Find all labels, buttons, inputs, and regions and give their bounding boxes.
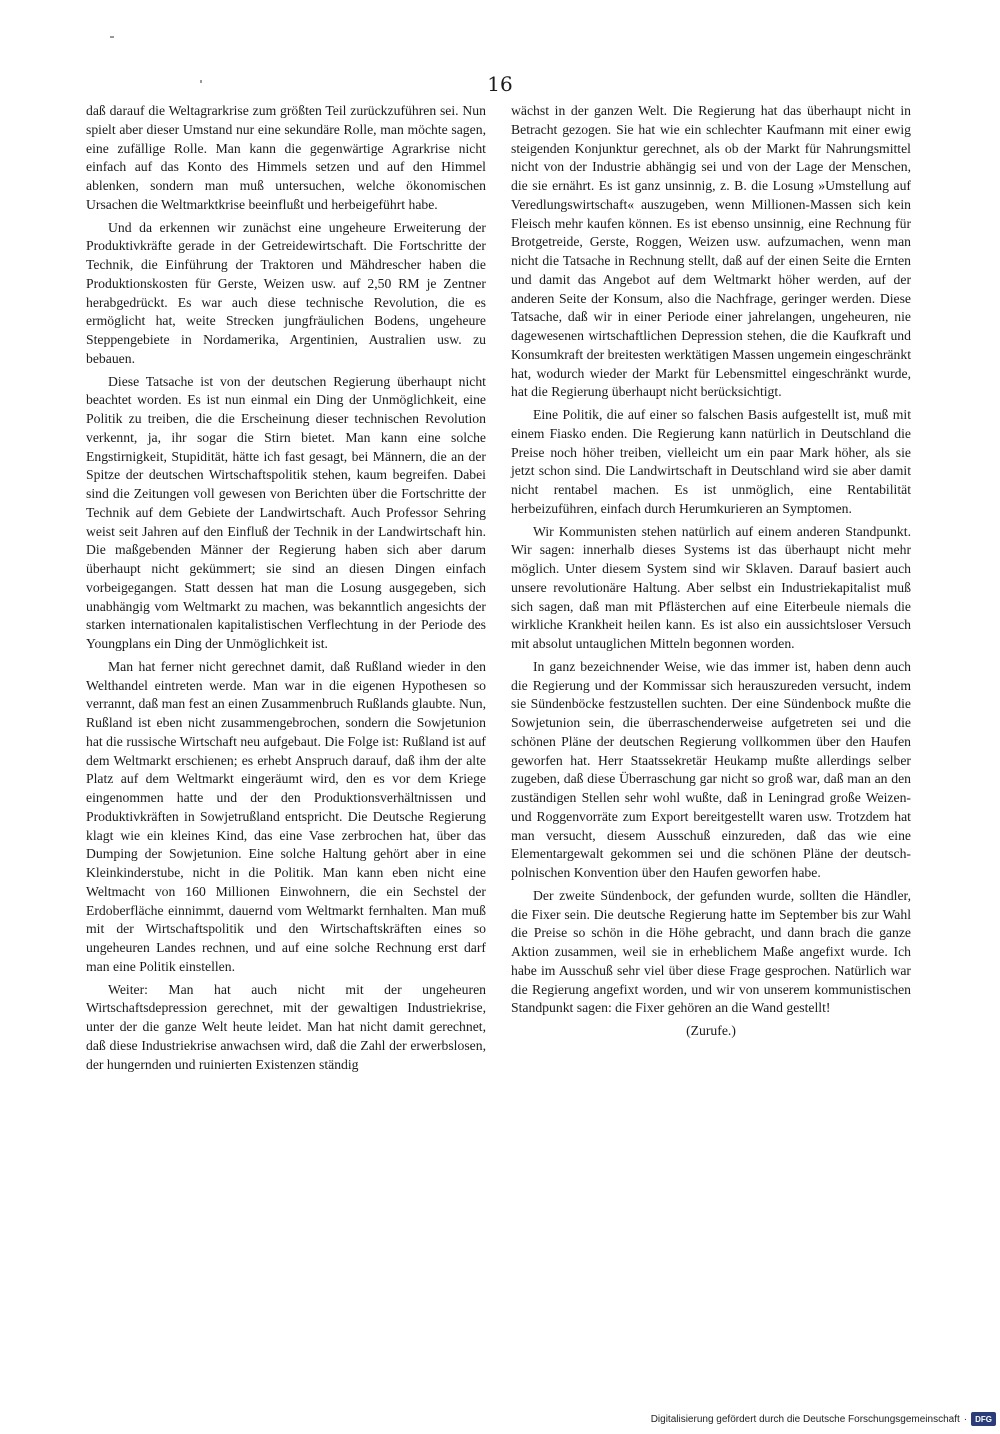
paragraph: Wir Kommunisten stehen natürlich auf einem anderen Standpunkt. Wir sagen: innerhalb dieses Systems ist das überhaupt nicht mehr möglich. Unter diesem System sind wir Sklaven. Darauf basiert auch unsere revolutionäre Haltung. Aber selbst ein Industriekapitalist muß sich sagen, daß man mit Pflästerchen auf eine Eiterbeule niemals die wirkliche Krankheit heilen kann. Es ist also ein aussichtsloser Versuch mit absolut untauglichen Mitteln begonnen worden.: [511, 523, 911, 651]
paragraph: Eine Politik, die auf einer so falschen Basis aufgestellt ist, muß mit einem Fiasko enden. Die Regierung kann natürlich in Deutschland die Preise noch höher treiben, vielleicht um ein paar Mark höher, als sie jetzt schon sind. Die Landwirtschaft in Deutschland wird sie aber damit nicht rentabel machen. Es ist unmöglich, eine Rentabilität herbeizuführen, einfach durch Herumkurieren an Symptomen.: [511, 407, 911, 516]
paragraph: Man hat ferner nicht gerechnet damit, daß Rußland wieder in den Welthandel eintreten werde. Man war in die eigenen Hypothesen so verrannt, daß man fest an einen Zusammenbruch Rußlands glaubte. Nun, Rußland ist eben nicht zusammengebrochen, sondern die Sowjetunion hat die russische Wirtschaft neu aufgebaut. Die Folge ist: Rußland ist auf dem Weltmarkt erschienen; es erhebt Anspruch darauf, daß ihm der alte Platz auf dem Weltmarkt eingeräumt wird, den es vor dem Kriege eingenommen hatte und der den Produktionsverhältnissen und Produktivkräften in Sowjetrußland entspricht. Die Deutsche Regierung klagt wie ein kleines Kind, das eine Vase zerbrochen hat, über das Dumping der Sowjetunion. Eine solche Haltung gehört aber in eine Kleinkinderstube, nicht in die Politik. Man kann eben nicht eine Weltmacht von 160 Millionen Einwohnern, die ein Sechstel der Erdoberfläche einnimmt, dauernd vom Weltmarkt fernhalten. Man muß mit der Wirtschaftspolitik und den Wirtschaftskräften eines so ungeheuren Landes rechnen, und auf eine solche Rechnung erst darf man eine Politik einstellen.: [86, 658, 486, 974]
paragraph: Der zweite Sündenbock, der gefunden wurde, sollten die Händler, die Fixer sein. Die deutsche Regierung hatte im September bis zur Wahl die Preise so schön in die Höhe gebracht, und dann brach die ganze Aktion zusammen, weil sie in erheblichem Maße angefixt wurde. Ich habe im Ausschuß sehr viel über diese Frage gesprochen. Natürlich war die Regierung angefixt worden, und wir von unserem kommunistischen Standpunkt sagen: die Fixer gehören an die Wand gestellt!: [511, 887, 911, 1016]
paragraph: wächst in der ganzen Welt. Die Regierung hat das überhaupt nicht in Betracht gezogen. Sie hat wie ein schlechter Kaufmann mit einer ewig steigenden Konjunktur gerechnet, als ob der Markt für Nahrungsmittel nicht von der Industrie abhängig sei und von der Lage der Menschen, die sie ernährt. Es ist ganz unsinnig, z. B. die Losung »Umstellung auf Veredlungswirtschaft« auszugeben, wenn Millionen-Massen sich kein Fleisch mehr kaufen können. Es ist ebenso unsinnig, eine Rechnung für Brotgetreide, Gerste, Roggen, Weizen usw. aufzumachen, wenn man nicht die Tatsache in Rechnung stellt, daß auf der einen Seite die Ernten und damit das Angebot auf dem Weltmarkt höher werden, auf der anderen Seite der Konsum, also die Nachfrage, geringer werden. Diese Tatsache, daß wir in einer Periode einer jahrelangen, ungeheuren, nie dagewesenen wirtschaftlichen Depression stehen, die die Kaufkraft und Konsumkraft der breitesten werktätigen Massen ungemein eingeschränkt hat, wodurch wieder der Markt für Lebensmittel eingeschränkt wurde, hat die Regierung überhaupt nicht berücksichtigt.: [511, 103, 911, 400]
footer-credit-text: Digitalisierung gefördert durch die Deutsche Forschungsgemeinschaft: [650, 1413, 960, 1425]
page-number: 16: [487, 72, 513, 96]
interjection: (Zurufe.): [686, 1023, 736, 1038]
footer-credit: [560, 1411, 996, 1427]
left-column: [86, 102, 486, 1078]
paragraph: Diese Tatsache ist von der deutschen Regierung überhaupt nicht beachtet worden. Es ist nun einmal ein Ding der Unmöglichkeit, eine Politik zu treiben, die die Erscheinung dieser technischen Revolution verkennt, ja, ihr sogar die Stirn bietet. Man kann eine solche Engstirnigkeit, Stupidität, hätte ich fast gesagt, bei Männern, die an der Spitze der deutschen Wirtschaftspolitik stehen, kaum begreifen. Dabei sind die Zeitungen voll gewesen von Berichten über die Fortschritte der Technik auf dem Gebiete der Landwirtschaft. Auch Professor Sehring weist seit Jahren auf den Einfluß der Technik in der Landwirtschaft hin. Die maßgebenden Männer der Regierung haben sich aber darum überhaupt nicht gekümmert; sie sind an diesen Dingen einfach vorbeigegangen. Statt dessen hat man die Losung ausgegeben, sich unabhängig vom Weltmarkt zu machen, was bekanntlich angesichts der starken internationalen kapitalistischen Verflechtung in der Periode des Youngplans ein Ding der Unmöglichkeit ist.: [86, 373, 486, 651]
paragraph: In ganz bezeichnender Weise, wie das immer ist, haben denn auch die Regierung und der Kommissar sich herauszureden versucht, indem sie Sündenböcke festzustellen suchten. Der eine Sündenbock mußte die Sowjetunion sein, die überraschenderweise aufgetreten sei und die schönen Pläne der deutschen Regierung vollkommen über den Haufen geworfen hat. Herr Staatssekretär Heukamp mußte allerdings selber zugeben, daß diese Überraschung gar nicht so groß war, daß man an den zuständigen Stellen sehr wohl wußte, daß in Leningrad große Weizen- und Roggenvorräte zum Export bereitgestellt waren usw. Trotzdem hat man versucht, diesem Ausschuß einzureden, daß das wie eine Elementargewalt gekommen sei und die schönen Pläne der deutsch-polnischen Konvention über den Haufen geworfen habe.: [511, 658, 911, 880]
paragraph: Weiter: Man hat auch nicht mit der ungeheuren Wirtschaftsdepression gerechnet, mit der gewaltigen Industriekrise, unter der die ganze Welt heute leidet. Man hat nicht damit gerechnet, daß diese Industriekrise anwachsen wird, daß die Zahl der erwerbslosen, der hungernden und ruinierten Existenzen ständig: [86, 981, 486, 1072]
right-column: [511, 102, 911, 1041]
paragraph: Und da erkennen wir zunächst eine ungeheure Erweiterung der Produktivkräfte gerade in der Getreidewirtschaft. Die Fortschritte der Technik, die Einführung der Traktoren und Mähdrescher haben die Produktionskosten für Gerste, Weizen usw. auf 2,50 RM je Zentner herabgedrückt. Es war auch diese technische Revolution, die es ermöglicht hat, weite Strecken jungfräulichen Bodens, ungeheure Steppengebiete in Nordamerika, Argentinien, Australien usw. zu bebauen.: [86, 219, 486, 366]
footer-separator: ·: [963, 1413, 968, 1425]
paragraph: daß darauf die Weltagrarkrise zum größten Teil zurückzuführen sei. Nun spielt aber dieser Umstand nur eine sekundäre Rolle, man möchte sagen, eine zufällige Rolle. Man kann die gegenwärtige Agrarkrise nicht einfach auf das Konto des Himmels setzen und auf den Himmel ablenken, sondern man muß untersuchen, welche ökonomischen Ursachen die Weltmarktkrise beeinflußt und herbeigeführt habe.: [86, 103, 486, 212]
dfg-logo-icon: DFG: [971, 1412, 996, 1426]
